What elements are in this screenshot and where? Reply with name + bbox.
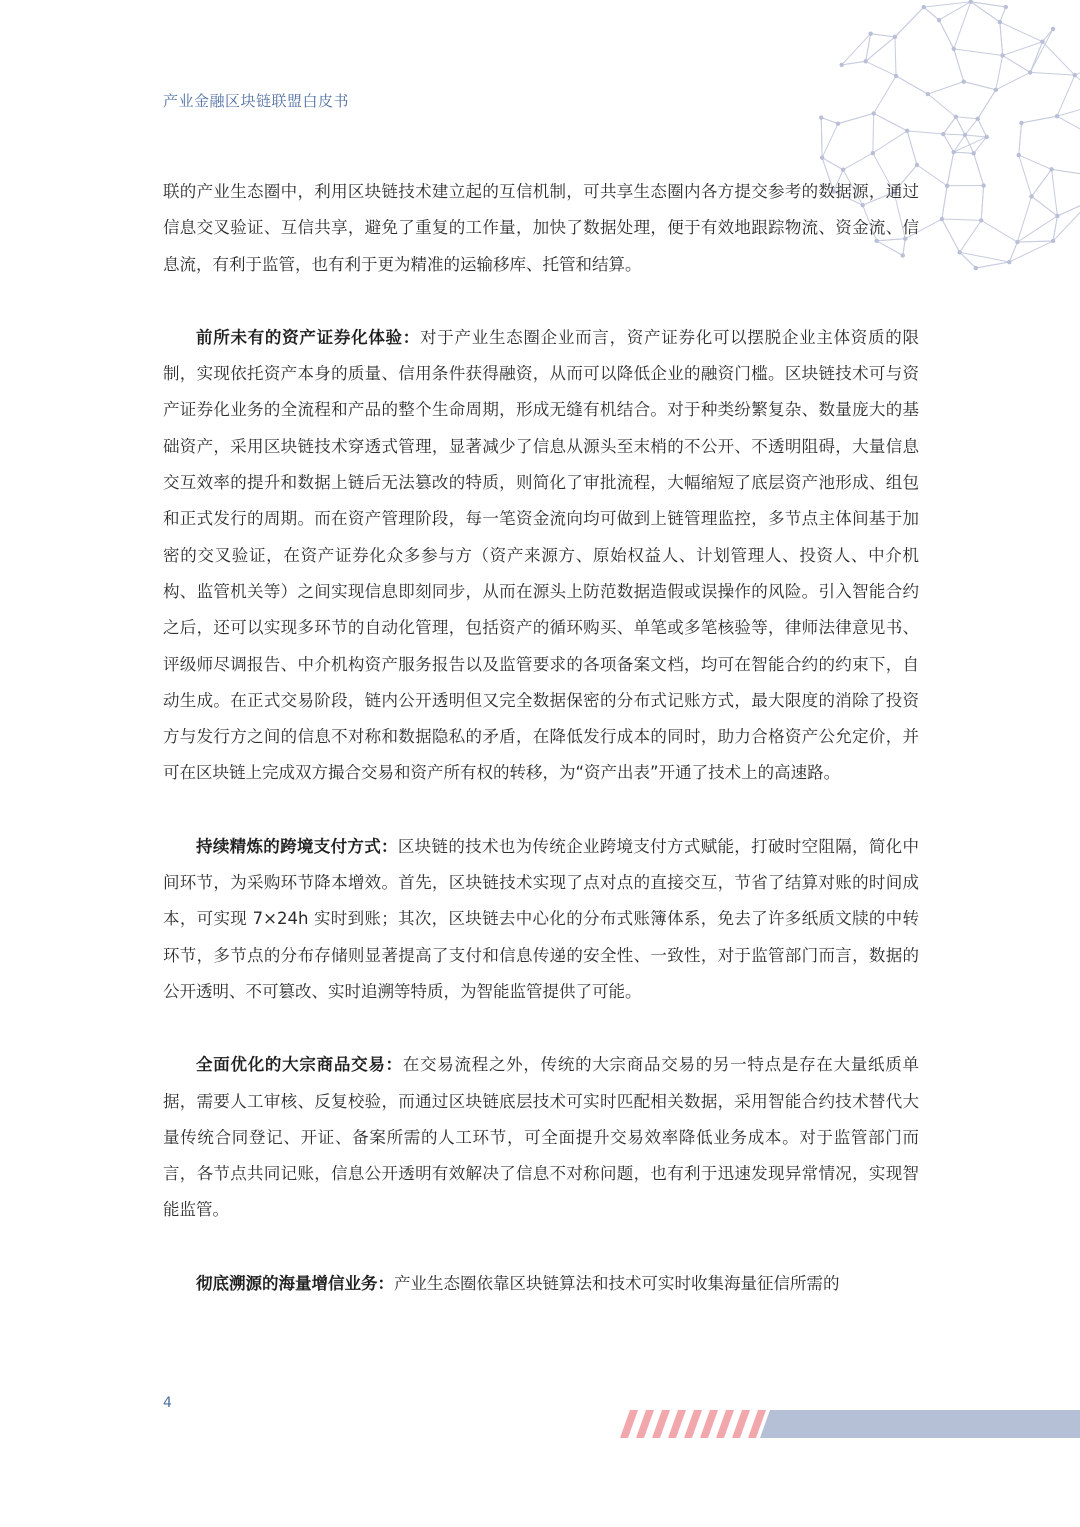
body-text xyxy=(163,174,919,1302)
paragraph-continuation xyxy=(163,174,919,283)
paragraph-heading: 前所未有的资产证券化体验： xyxy=(196,327,421,347)
header-title: 产业金融区块链联盟白皮书 xyxy=(163,92,350,110)
paragraph-text: 对于产业生态圈企业而言，资产证券化可以摆脱企业主体资质的限制，实现依托资产本身的质量、信用条件获得融资，从而可以降低企业的融资门槛。区块链技术可与资产证券化业务的全流程和产品的整个生命周期，形成无缝有机结合。对于种类纷繁复杂、数量庞大的基础资产，采用区块链技术穿透式管理，显著减少了信息从源头至末梢的不公开、不透明阻碍，大量信息交互效率的提升和数据上链后无法篡改的特质，则简化了审批流程，大幅缩短了底层资产池形成、组包和正式发行的周期。而在资产管理阶段，每一笔资金流向均可做到上链管理监控，多节点主体间基于加密的交叉验证，在资产证券化众多参与方（资产来源方、原始权益人、计划管理人、投资人、中介机构、监管机关等）之间实现信息即刻同步，从而在源头上防范数据造假或误操作的风险。引入智能合约之后，还可以实现多环节的自动化管理，包括资产的循环购买、单笔或多笔核验等，律师法律意见书、评级师尽调报告、中介机构资产服务报告以及监管要求的各项备案文档，均可在智能合约的约束下，自动生成。在正式交易阶段，链内公开透明但又完全数据保密的分布式记账方式，最大限度的消除了投资方与发行方之间的信息不对称和数据隐私的矛盾，在降低发行成本的同时，助力合格资产公允定价，并可在区块链上完成双方撮合交易和资产所有权的转移，为“资产出表”开通了技术上的高速路。 xyxy=(163,327,920,783)
paragraph-asset-securitization xyxy=(163,320,919,792)
striped-bar-icon xyxy=(620,1410,1080,1438)
paragraph-heading: 彻底溯源的海量增信业务： xyxy=(196,1273,394,1293)
paragraph-commodity-trading xyxy=(163,1047,919,1228)
page-number: 4 xyxy=(163,1395,172,1411)
paragraph-text: 联的产业生态圈中，利用区块链技术建立起的互信机制，可共享生态圈内各方提交参考的数据源，通过信息交叉验证、互信共享，避免了重复的工作量，加快了数据处理，便于有效地跟踪物流、资金流、信息流，有利于监管，也有利于更为精准的运输移库、托管和结算。 xyxy=(163,182,919,274)
paragraph-text: 产业生态圈依靠区块链算法和技术可实时收集海量征信所需的 xyxy=(394,1273,840,1293)
paragraph-cross-border-payment xyxy=(163,829,919,1010)
paragraph-text: 在交易流程之外，传统的大宗商品交易的另一特点是存在大量纸质单据，需要人工审核、反复校验，而通过区块链底层技术可实时匹配相关数据，采用智能合约技术替代大量传统合同登记、开证、备案所需的人工环节，可全面提升交易效率降低业务成本。对于监管部门而言，各节点共同记账，信息公开透明有效解决了信息不对称问题，也有利于迅速发现异常情况，实现智能监管。 xyxy=(163,1055,920,1220)
paragraph-text: 区块链的技术也为传统企业跨境支付方式赋能，打破时空阻隔，简化中间环节，为采购环节降本增效。首先，区块链技术实现了点对点的直接交互，节省了结算对账的时间成本，可实现 7×24h 实时到账；其次，区块链去中心化的分布式账簿体系，免去了许多纸质文牍的中转环节，多节点的分布存储则显著提高了支付和信息传递的安全性、一致性，对于监管部门而言，数据的公开透明、不可篡改、实时追溯等特质，为智能监管提供了可能。 xyxy=(163,836,920,1001)
paragraph-credit-enhancement xyxy=(163,1266,919,1302)
paragraph-heading: 全面优化的大宗商品交易： xyxy=(196,1055,403,1075)
paragraph-heading: 持续精炼的跨境支付方式： xyxy=(196,836,398,856)
